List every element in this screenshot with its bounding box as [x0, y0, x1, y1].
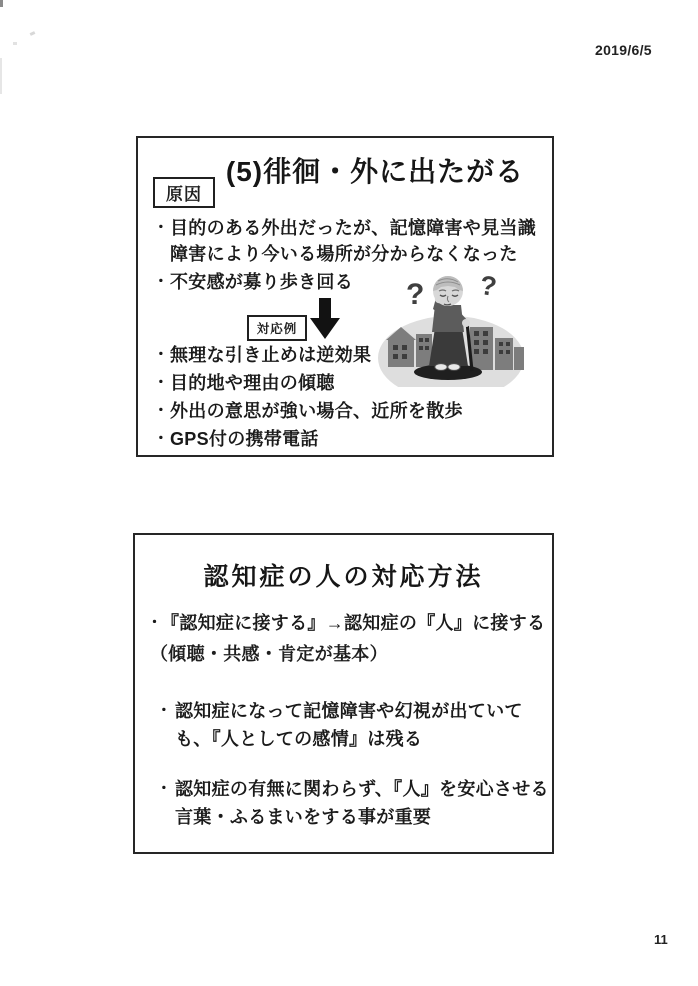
- bullet-marker: ・: [153, 402, 169, 419]
- down-arrow-icon: [310, 298, 340, 340]
- bullet-marker: ・: [156, 780, 172, 797]
- date-stamp: 2019/6/5: [595, 42, 652, 58]
- question-mark-glyph: ?: [477, 270, 499, 303]
- bullet-line: 障害により今いる場所が分からなくなった: [170, 244, 518, 264]
- response-label-box: [247, 315, 307, 341]
- cause-label-box: [153, 177, 215, 208]
- scan-artifact: [30, 31, 36, 36]
- bullet-marker: ・: [153, 273, 169, 290]
- slide-wandering: [136, 136, 554, 457]
- bullet-line: 目的地や理由の傾聴: [170, 373, 335, 393]
- response-bullet: [152, 342, 371, 368]
- bullet-marker: ・: [153, 430, 169, 447]
- response-bullet: [152, 370, 335, 396]
- bullet-line: 不安感が募り歩き回る: [170, 272, 353, 292]
- bullet-line: 言葉・ふるまいをする事が重要: [175, 807, 432, 827]
- bullet-line: 目的のある外出だったが、記憶障害や見当識: [170, 218, 536, 238]
- response-bullet: [152, 426, 319, 452]
- page-number: 11: [654, 932, 668, 947]
- slide2-bullet-1-subline: （傾聴・共感・肯定が基本）: [150, 644, 388, 664]
- bullet-marker: ・: [156, 702, 172, 719]
- bullet-marker: ・: [153, 346, 169, 363]
- response-label: 対応例: [256, 322, 298, 336]
- slide-dementia-response: [133, 533, 554, 854]
- bullet-line: 認知症の有無に関わらず、『人』を安心させる: [175, 779, 549, 799]
- bullet-marker: ・: [147, 614, 163, 631]
- bullet-line: 外出の意思が強い場合、近所を散歩: [170, 401, 463, 421]
- slide2-bullet-2: [153, 697, 523, 753]
- bullet-line: も、『人としての感情』は残る: [175, 729, 423, 749]
- cause-bullet-1: [152, 215, 536, 267]
- bullet-line: 無理な引き止めは逆効果: [170, 345, 372, 365]
- bullet-line: 認知症になって記憶障害や幻視が出ていて: [175, 701, 523, 721]
- bullet-marker: ・: [153, 374, 169, 391]
- slide2-bullet-1: [147, 610, 545, 636]
- slide2-bullet-3: [153, 775, 549, 831]
- cause-bullet-2: [152, 269, 353, 295]
- bullet-line: GPS付の携帯電話: [170, 429, 319, 449]
- slide2-title: 認知症の人の対応方法: [203, 563, 484, 591]
- scan-artifact: [0, 0, 3, 7]
- scan-artifact: [13, 42, 17, 45]
- slide1-title: (5)徘徊・外に出たがる: [225, 156, 525, 187]
- confused-elderly-woman-illustration: [378, 268, 525, 387]
- question-mark-glyph: ?: [406, 278, 425, 311]
- bullet-marker: ・: [153, 219, 169, 236]
- cause-label: 原因: [166, 185, 202, 204]
- bullet-line: 『認知症に接する』→認知症の『人』に接する: [161, 613, 546, 633]
- scan-artifact: [0, 58, 2, 94]
- response-bullet: [152, 398, 463, 424]
